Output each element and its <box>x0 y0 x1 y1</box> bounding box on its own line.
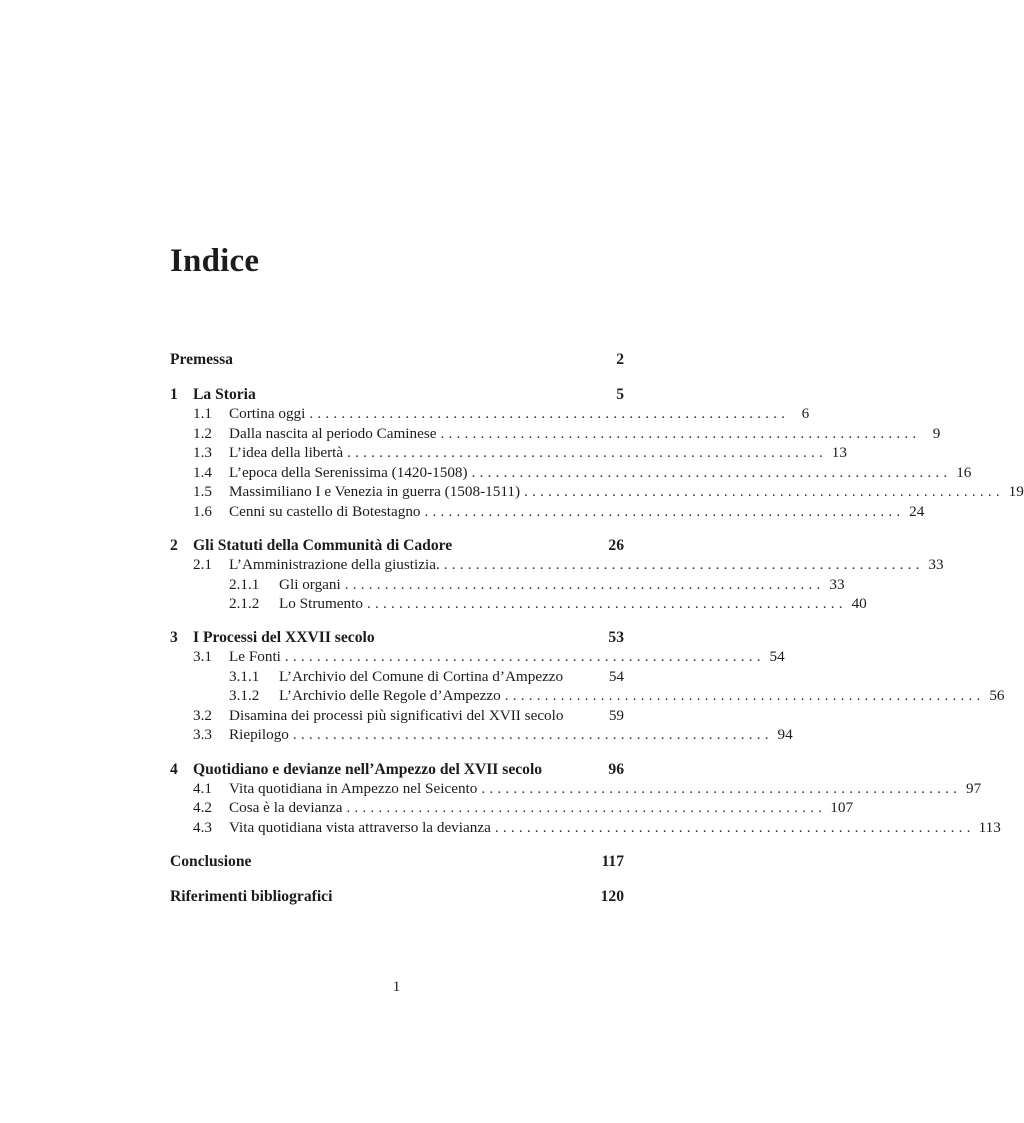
toc-entry-page: 6 <box>801 405 810 422</box>
toc-entry-page: 107 <box>830 799 854 816</box>
toc-entry <box>170 463 972 482</box>
toc-entry-title: Le Fonti <box>229 648 281 665</box>
dot-leader: ............................................................ <box>366 595 847 612</box>
toc-entry-number: 4.1 <box>193 780 212 797</box>
toc-entry-page: 13 <box>831 444 847 461</box>
toc-entry-title: Gli Statuti della Communità di Cadore <box>193 537 453 554</box>
toc-entry-title: Lo Strumento <box>279 595 363 612</box>
toc-entry-title: Riepilogo <box>229 726 289 743</box>
toc-entry <box>170 852 624 871</box>
toc-entry <box>170 594 867 613</box>
toc-entry <box>170 424 941 443</box>
dot-leader: ............................................................ <box>494 819 975 836</box>
page-number: 1 <box>392 979 401 995</box>
dot-leader: ............................................................ <box>292 726 773 743</box>
toc-entry-title: Riferimenti bibliografici <box>170 888 333 905</box>
toc-entry-number: 3.2 <box>193 707 212 724</box>
toc-entry-number: 3.1 <box>193 648 212 665</box>
toc-entry <box>170 686 1005 705</box>
toc-entry-number: 2.1.2 <box>229 595 260 612</box>
toc-entry-number: 1.1 <box>193 405 212 422</box>
toc-entry-title: L’Amministrazione della giustizia. <box>229 556 440 573</box>
toc-entry-page: 19 <box>1008 483 1024 500</box>
toc-entry-page: 16 <box>956 464 972 481</box>
dot-leader: ............................................................ <box>284 648 765 665</box>
toc-entry-page: 96 <box>608 761 624 778</box>
toc-entry-title: Cortina oggi <box>229 405 306 422</box>
toc-entry-page: 9 <box>932 425 941 442</box>
toc-entry-number: 2.1 <box>193 556 212 573</box>
toc-entry-number: 3.1.2 <box>229 687 260 704</box>
toc-entry-page: 2 <box>616 351 624 368</box>
toc-entry-number: 1 <box>170 386 178 403</box>
dot-leader: ............................................................ <box>481 780 962 797</box>
toc-entry-page: 26 <box>608 537 624 554</box>
toc-entry <box>170 628 624 647</box>
dot-leader: ............................................................ <box>524 483 1004 500</box>
toc-entry-page: 113 <box>978 819 1001 836</box>
toc-entry-number: 4.2 <box>193 799 212 816</box>
dot-leader: ............................................................ <box>309 405 790 422</box>
toc-entry <box>170 798 854 817</box>
toc-entry <box>170 536 624 555</box>
dot-leader: ............................................................ <box>443 556 924 573</box>
toc-entry <box>170 779 982 798</box>
toc-entry <box>170 706 624 725</box>
toc-entry-page: 59 <box>608 707 624 724</box>
dot-leader: ............................................................ <box>346 799 827 816</box>
toc-entry-title: Gli organi <box>279 576 341 593</box>
toc-entry-title: Massimiliano I e Venezia in guerra (1508-1511) <box>229 483 521 500</box>
toc-entry-title: Cosa è la devianza <box>229 799 343 816</box>
toc-entry <box>170 725 793 744</box>
toc-entry <box>170 887 624 906</box>
toc-entry-number: 3 <box>170 629 178 646</box>
toc-entry-number: 3.3 <box>193 726 212 743</box>
toc-entry-title: L’Archivio delle Regole d’Ampezzo <box>279 687 501 704</box>
dot-leader: ............................................................ <box>440 425 921 442</box>
toc-entry <box>170 404 810 423</box>
toc-entry-page: 56 <box>989 687 1005 704</box>
toc-entry <box>170 555 944 574</box>
toc-entry-page: 117 <box>601 853 624 870</box>
toc-entry-number: 1.2 <box>193 425 212 442</box>
toc-entry-title: Vita quotidiana vista attraverso la devianza <box>229 819 491 836</box>
toc-entry-page: 33 <box>829 576 845 593</box>
toc-entry-title: Vita quotidiana in Ampezzo nel Seicento <box>229 780 478 797</box>
toc-entry <box>170 385 624 404</box>
toc-entry-page: 54 <box>769 648 785 665</box>
toc-entry-title: Conclusione <box>170 853 252 870</box>
toc-entry <box>170 647 785 666</box>
toc-entry <box>170 818 1001 837</box>
dot-leader: ............................................................ <box>344 576 825 593</box>
toc-entry-page: 97 <box>965 780 982 797</box>
dot-leader: ............................................................ <box>424 503 905 520</box>
toc-entry-number: 4 <box>170 761 178 778</box>
toc-entry-page: 5 <box>616 386 624 403</box>
toc-entry-title: La Storia <box>193 386 256 403</box>
toc-entry-number: 1.6 <box>193 503 212 520</box>
toc-entry-title: Cenni su castello di Botestagno <box>229 503 421 520</box>
toc-entry-title: Dalla nascita al periodo Caminese <box>229 425 437 442</box>
dot-leader: ............................................................ <box>504 687 985 704</box>
toc-entry <box>170 350 624 369</box>
toc-entry <box>170 502 925 521</box>
toc-entry-number: 1.3 <box>193 444 212 461</box>
toc-entry-page: 24 <box>909 503 925 520</box>
toc-entry-number: 2.1.1 <box>229 576 260 593</box>
toc-entry-page: 53 <box>608 629 624 646</box>
toc-entry <box>170 482 1024 501</box>
toc-entry-number: 1.4 <box>193 464 212 481</box>
toc-entry-page: 94 <box>777 726 793 743</box>
toc-entry-title: L’Archivio del Comune di Cortina d’Ampezzo <box>279 668 564 685</box>
toc-entry-page: 120 <box>600 888 624 905</box>
toc-entry-title: I Processi del XXVII secolo <box>193 629 375 646</box>
toc-entry-title: L’epoca della Serenissima (1420-1508) <box>229 464 468 481</box>
toc-entry-title: Quotidiano e devianze nell’Ampezzo del XVII secolo <box>193 761 543 778</box>
toc-entry-number: 3.1.1 <box>229 668 260 685</box>
toc-entry <box>170 667 624 686</box>
toc-entry-page: 54 <box>608 668 624 685</box>
toc-entry-title: L’idea della libertà <box>229 444 344 461</box>
toc-entry-number: 4.3 <box>193 819 212 836</box>
dot-leader: ............................................................ <box>347 444 827 461</box>
page-title: Indice <box>170 243 260 279</box>
dot-leader: ............................................................ <box>471 464 952 481</box>
toc-entry-page: 33 <box>928 556 944 573</box>
toc-entry <box>170 575 845 594</box>
toc-entry-title: Disamina dei processi più significativi del XVII secolo <box>229 707 564 724</box>
toc-entry-number: 2 <box>170 537 178 554</box>
toc-entry <box>170 443 847 462</box>
toc-entry-page: 40 <box>851 595 867 612</box>
toc-entry-title: Premessa <box>170 351 233 368</box>
toc-entry-number: 1.5 <box>193 483 212 500</box>
toc-entry <box>170 760 624 779</box>
